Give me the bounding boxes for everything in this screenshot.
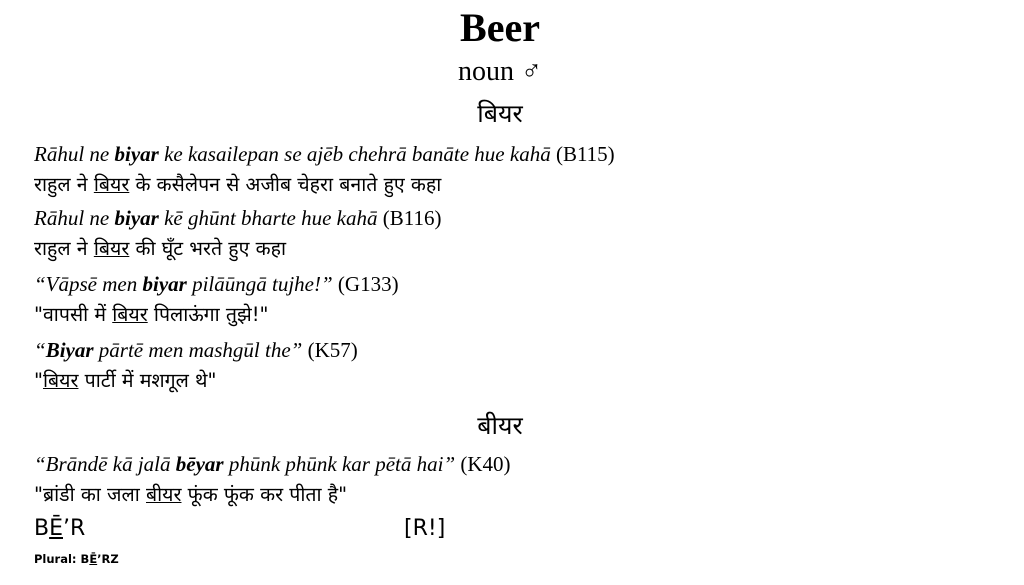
example-roman: Rāhul ne biyar kē ghūnt bharte hue kahā (B116) <box>34 206 442 230</box>
example-keyword: Biyar <box>45 338 94 362</box>
example-roman: Rāhul ne biyar ke kasailepan se ajēb chehrā banāte hue kahā (B115) <box>34 142 615 166</box>
example-source: (K40) <box>460 452 511 476</box>
example-hindi: राहुल ने बियर की घूँट भरते हुए कहा <box>34 237 287 260</box>
example-roman: “Brāndē kā jalā bēyar phūnk phūnk kar pētā hai” (K40) <box>34 452 511 476</box>
example-source: (B116) <box>382 206 442 230</box>
example-keyword: biyar <box>142 272 187 296</box>
example-hindi: राहुल ने बियर के कसैलेपन से अजीब चेहरा बनाते हुए कहा <box>34 173 442 196</box>
example-keyword: bēyar <box>175 452 224 476</box>
example-source: (G133) <box>337 272 399 296</box>
example-hindi: "बियर पार्टी में मशगूल थे" <box>34 369 217 392</box>
example-source: (B115) <box>555 142 615 166</box>
example-hindi: "वापसी में बियर पिलाऊंगा तुझे!" <box>34 303 269 326</box>
pronunciation: BĒ’R <box>34 516 86 541</box>
example-keyword: biyar <box>114 206 159 230</box>
example-hindi-keyword: बियर <box>112 303 148 326</box>
example-hindi-keyword: बियर <box>93 173 130 196</box>
example-source: (K57) <box>307 338 358 362</box>
part-of-speech: noun ♂ <box>458 56 542 87</box>
example-hindi-keyword: बियर <box>42 369 79 392</box>
example-roman: “Vāpsē men biyar pilāūngā tujhe!” (G133) <box>34 272 399 296</box>
headword-hindi-1: बियर <box>477 99 523 128</box>
pronunciation-flag: [R!] <box>404 516 446 541</box>
example-hindi: "ब्रांडी का जला बीयर फूंक फूंक कर पीता है" <box>34 483 348 506</box>
example-roman: “Biyar pārtē men mashgūl the” (K57) <box>34 338 358 362</box>
example-hindi-keyword: बीयर <box>146 483 182 506</box>
headword-hindi-2: बीयर <box>477 411 523 440</box>
plural-form: Plural: BĒ’RZ <box>34 552 119 566</box>
entry-title: Beer <box>460 5 540 50</box>
example-keyword: biyar <box>114 142 159 166</box>
example-hindi-keyword: बियर <box>93 237 130 260</box>
